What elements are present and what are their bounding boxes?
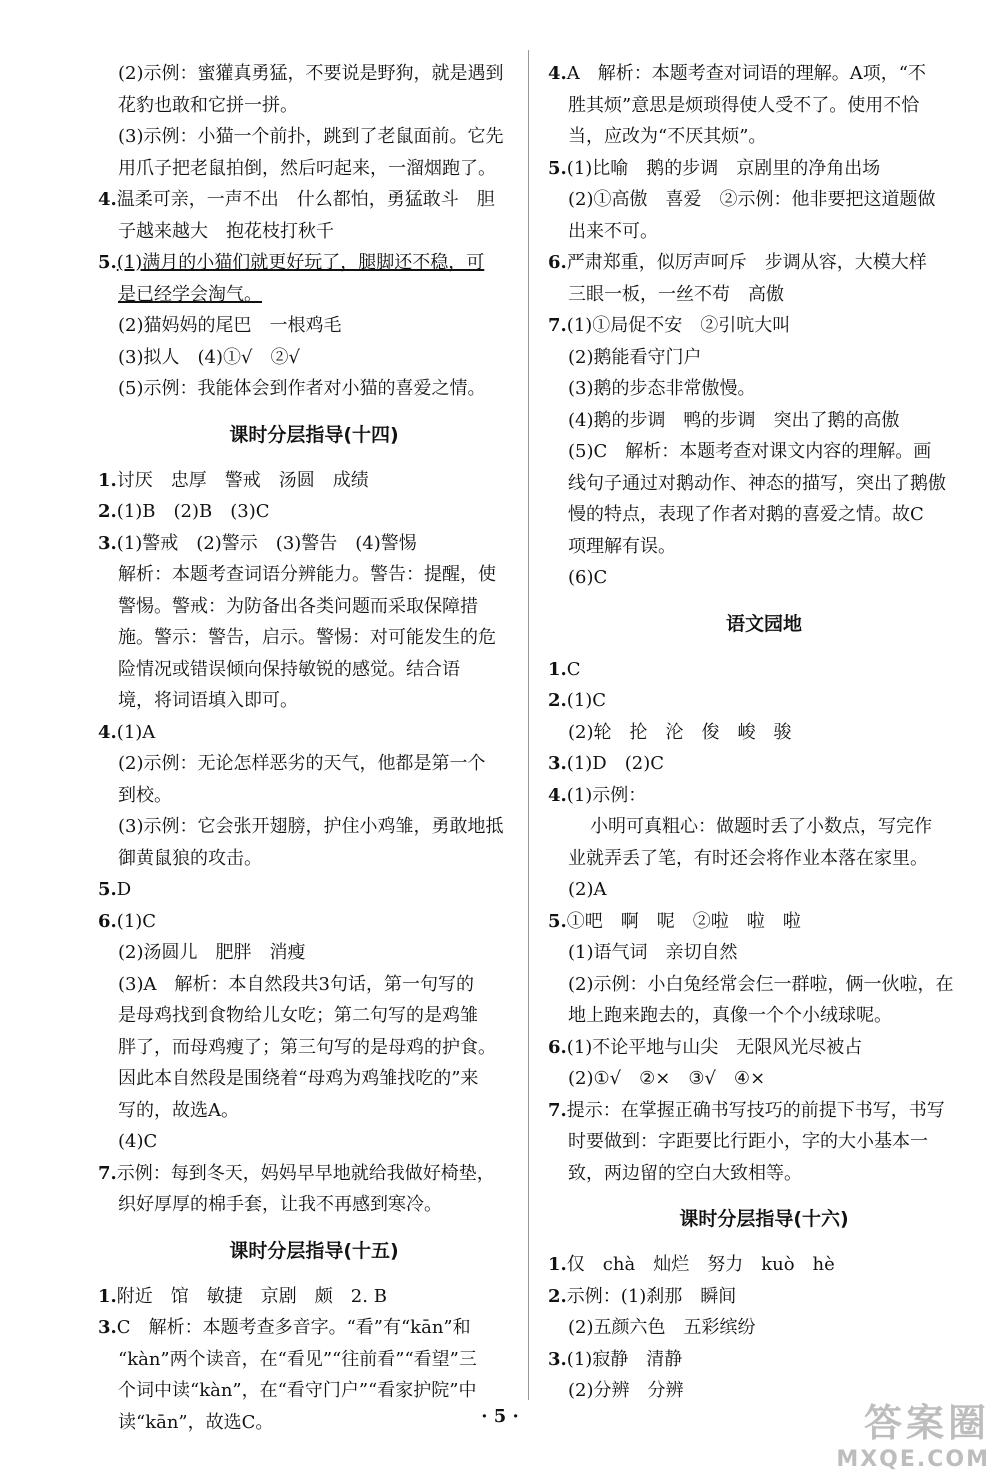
answer-line: [548, 843, 980, 875]
answer-text: “kàn”两个读音，在“看见”“往前看”“看望”三: [118, 1348, 477, 1370]
answer-text: 业就弄丢了笔，有时还会将作业本落在家里。: [568, 847, 928, 869]
answer-line: [548, 90, 980, 122]
answer-line: [98, 465, 530, 497]
answer-line: [98, 90, 530, 122]
answer-text: 到校。: [118, 784, 172, 806]
answer-line: [548, 153, 980, 185]
answer-line: [548, 1249, 980, 1281]
answer-text: (1)比喻 鹅的步调 京剧里的净角出场: [566, 157, 881, 179]
answer-text: 读“kān”，故选C。: [118, 1411, 274, 1433]
answer-line: [98, 1158, 530, 1190]
answer-text: 示例：每到冬天，妈妈早早地就给我做好椅垫，: [116, 1162, 495, 1184]
answer-line: [548, 405, 980, 437]
question-number: 1.: [98, 469, 117, 491]
answer-line: [98, 153, 530, 185]
answer-text: 严肃郑重，似厉声呵斥 步调从容，大模大样: [566, 252, 927, 273]
answer-line: [98, 1126, 530, 1158]
answer-text: (2)鹅能看守门户: [568, 346, 702, 368]
answer-line: [98, 496, 530, 528]
answer-text: (1)寂静 清静: [566, 1348, 683, 1370]
answer-text: 警惕。警戒：为防备出各类问题而采取保障措: [118, 595, 478, 617]
answer-line: [98, 247, 530, 279]
answer-text: (1)①局促不安 ②引吭大叫: [566, 315, 791, 336]
question-number: 3.: [98, 1317, 117, 1338]
answer-line: [98, 717, 530, 749]
question-number: 7.: [98, 1162, 117, 1184]
answer-line: [548, 906, 980, 938]
answer-line: [548, 1344, 980, 1376]
section-heading: 课时分层指导(十四): [229, 423, 399, 446]
answer-text: 慢的特点，表现了作者对鹅的喜爱之情。故C: [568, 504, 924, 525]
answer-line: [548, 1126, 980, 1158]
answer-line: [548, 1095, 980, 1127]
answer-line: [548, 748, 980, 780]
answer-line: [98, 685, 530, 717]
watermark-text: 答案圈: [863, 1401, 990, 1445]
answer-text: ①吧 啊 呢 ②啦 啦 啦: [566, 910, 801, 932]
answer-text: 三眼一板，一丝不苟 高傲: [568, 283, 784, 305]
answer-text: 花豹也敢和它拼一拼。: [118, 94, 298, 116]
answer-text: 时要做到：字距要比行距小，字的大小基本一: [568, 1131, 928, 1152]
answer-line: [98, 121, 530, 153]
answer-text: 小明可真粗心：做题时丢了小数点，写完作: [590, 816, 932, 837]
answer-text: 附近 馆 敏捷 京剧 颇 2. B: [116, 1285, 387, 1307]
answer-text: 个词中读“kàn”，在“看守门户”“看家护院”中: [118, 1380, 477, 1401]
question-number: 4.: [98, 189, 117, 210]
question-number: 7.: [548, 315, 567, 336]
answer-line: [548, 969, 980, 1001]
answer-line: [548, 1281, 980, 1313]
answer-text: 是母鸡找到食物给儿女吃；第二句写的是鸡雏: [118, 1005, 478, 1026]
answer-text: (2)示例：蜜獾真勇猛，不要说是野狗，就是遇到: [118, 63, 504, 84]
answer-text: 境，将词语填入即可。: [118, 690, 298, 711]
answer-line: [548, 121, 980, 153]
answer-text: C: [566, 658, 581, 680]
left-column: [98, 58, 530, 1438]
answer-text: 致，两边留的空白大致相等。: [568, 1162, 802, 1184]
answer-line: [98, 1189, 530, 1221]
question-number: 3.: [98, 532, 117, 554]
question-number: 4.: [548, 784, 567, 806]
answer-text: 险情况或错误倾向保持敏锐的感觉。结合语: [118, 658, 460, 680]
answer-line: [548, 937, 980, 969]
answer-line: [548, 1063, 980, 1095]
answer-line: [98, 279, 530, 311]
answer-text: (3)鹅的步态非常傲慢。: [568, 378, 756, 399]
question-number: 4.: [548, 63, 567, 84]
answer-line: [548, 310, 980, 342]
question-number: 6.: [548, 1036, 567, 1058]
answer-text: (1)B (2)B (3)C: [116, 501, 270, 522]
answer-text: 织好厚厚的棉手套，让我不再感到寒冷。: [118, 1194, 442, 1215]
answer-line: [548, 1158, 980, 1190]
question-number: 5.: [98, 879, 117, 900]
answer-line: [98, 937, 530, 969]
answer-line: [98, 184, 530, 216]
answer-line: [98, 310, 530, 342]
answer-text: (2)①√ ②× ③√ ④×: [568, 1068, 766, 1089]
watermark-url: MXQE.COM: [836, 1447, 990, 1472]
answer-text: 地上跑来跑去的，真像一个个小绒球呢。: [568, 1005, 892, 1026]
page-number: · 5 ·: [481, 1406, 519, 1427]
answer-text: 示例：(1)刹那 瞬间: [566, 1285, 737, 1307]
answer-text: (1)示例：: [566, 784, 647, 806]
answer-text: (1)C: [116, 910, 157, 932]
answer-line: [98, 528, 530, 560]
answer-line: [98, 1375, 530, 1407]
answer-line: [98, 1063, 530, 1095]
answer-text: (1)C: [566, 690, 607, 711]
answer-line: [98, 811, 530, 843]
answer-line: [548, 1000, 980, 1032]
section-heading: 课时分层指导(十六): [679, 1208, 849, 1230]
answer-line: [548, 811, 980, 843]
answer-text: 子越来越大 抱花枝打秋千: [118, 220, 334, 242]
answer-text: (2)猫妈妈的尾巴 一根鸡毛: [118, 315, 342, 336]
answer-text: (4)C: [118, 1131, 158, 1152]
answer-text: (2)汤圆儿 肥胖 消瘦: [118, 942, 306, 963]
answer-text: (1)不论平地与山尖 无限风光尽被占: [566, 1036, 863, 1058]
answer-line: [548, 58, 980, 90]
answer-line: [548, 342, 980, 374]
answer-text: 胜其烦”意思是烦琐得使人受不了。使用不恰: [568, 94, 920, 116]
question-number: 1.: [548, 1254, 567, 1275]
answer-line: [548, 216, 980, 248]
question-number: 2.: [548, 690, 567, 711]
answer-text: C 解析：本题考查多音字。“看”有“kān”和: [116, 1317, 471, 1338]
answer-text: A 解析：本题考查对词语的理解。A项，“不: [566, 63, 926, 84]
answer-text: (2)五颜六色 五彩缤纷: [568, 1317, 756, 1338]
column-divider: [528, 50, 529, 1400]
right-column: [548, 58, 980, 1407]
answer-line: [548, 436, 980, 468]
answer-text: 仅 chà 灿烂 努力 kuò hè: [566, 1254, 835, 1275]
answer-line: [98, 906, 530, 938]
question-number: 2.: [98, 501, 117, 522]
answer-line: [98, 1032, 530, 1064]
answer-line: [548, 685, 980, 717]
answer-line: [98, 654, 530, 686]
answer-text: (2)示例：无论怎样恶劣的天气，他都是第一个: [118, 753, 486, 774]
answer-line: [98, 874, 530, 906]
question-number: 1.: [98, 1285, 117, 1307]
answer-line: [98, 58, 530, 90]
answer-text: 解析：本题考查词语分辨能力。警告：提醒，使: [118, 564, 496, 585]
answer-line: [548, 184, 980, 216]
answer-line: [98, 373, 530, 405]
answer-line: [98, 1095, 530, 1127]
answer-text: D: [116, 879, 132, 900]
answer-text: (5)示例：我能体会到作者对小猫的喜爱之情。: [118, 378, 486, 399]
answer-line: [548, 468, 980, 500]
answer-line: [98, 748, 530, 780]
answer-text: 提示：在掌握正确书写技巧的前提下书写，书写: [566, 1099, 945, 1121]
answer-text: (2)A: [568, 879, 607, 900]
answer-line: [98, 969, 530, 1001]
answer-line: [98, 622, 530, 654]
answer-text: 胖了，而母鸡瘦了；第三句写的是母鸡的护食。: [118, 1036, 496, 1058]
answer-text: (2)①高傲 喜爱 ②示例：他非要把这道题做: [568, 189, 936, 210]
answer-line: [98, 1312, 530, 1344]
answer-text: (1)A: [116, 721, 156, 743]
answer-text: 温柔可亲，一声不出 什么都怕，勇猛敢斗 胆: [116, 189, 495, 210]
answer-line: [548, 562, 980, 594]
answer-line: [548, 247, 980, 279]
answer-line: [98, 1281, 530, 1313]
answer-line: [98, 342, 530, 374]
answer-line: [98, 1000, 530, 1032]
answer-text: (1)满月的小猫们就更好玩了，腿脚还不稳，可: [116, 252, 485, 273]
answer-text: (2)示例：小白兔经常会仨一群啦，俩一伙啦，在: [568, 973, 954, 995]
answer-line: [98, 843, 530, 875]
question-number: 3.: [548, 753, 567, 774]
answer-line: [98, 216, 530, 248]
answer-line: [98, 559, 530, 591]
answer-line: [98, 591, 530, 623]
answer-line: [548, 279, 980, 311]
answer-text: (1)警戒 (2)警示 (3)警告 (4)警惕: [116, 532, 417, 554]
answer-line: [548, 1312, 980, 1344]
watermark-logo: [836, 1392, 990, 1472]
question-number: 4.: [98, 721, 117, 743]
question-number: 7.: [548, 1099, 567, 1121]
answer-line: [548, 780, 980, 812]
answer-text: (3)示例：它会张开翅膀，护住小鸡雏，勇敢地抵: [118, 816, 504, 837]
answer-line: [98, 1344, 530, 1376]
answer-text: (5)C 解析：本题考查对课文内容的理解。画: [568, 441, 932, 462]
question-number: 5.: [98, 252, 117, 273]
question-number: 5.: [548, 157, 567, 179]
answer-text: 御黄鼠狼的攻击。: [118, 847, 262, 869]
question-number: 6.: [548, 252, 567, 273]
answer-text: (2)轮 抡 沦 俊 峻 骏: [568, 721, 792, 743]
answer-text: (1)语气词 亲切自然: [568, 942, 738, 963]
answer-text: 写的，故选A。: [118, 1099, 239, 1121]
answer-text: (1)D (2)C: [566, 753, 664, 774]
answer-line: [548, 874, 980, 906]
answer-text: (3)示例：小猫一个前扑，跳到了老鼠面前。它先: [118, 126, 504, 147]
question-number: 6.: [98, 910, 117, 932]
question-number: 5.: [548, 910, 567, 932]
section-heading: 语文园地: [725, 612, 802, 635]
answer-line: [548, 531, 980, 563]
answer-line: [98, 780, 530, 812]
answer-text: (2)分辨 分辨: [568, 1380, 684, 1401]
answer-text: 施。警示：警告，启示。警惕：对可能发生的危: [118, 627, 496, 648]
answer-text: 项理解有误。: [568, 535, 676, 557]
answer-text: 用爪子把老鼠拍倒，然后叼起来，一溜烟跑了。: [118, 157, 496, 179]
answer-text: 出来不可。: [568, 220, 658, 242]
question-number: 2.: [548, 1285, 567, 1307]
answer-line: [548, 654, 980, 686]
question-number: 1.: [548, 658, 567, 680]
answer-line: [548, 373, 980, 405]
answer-line: [548, 1032, 980, 1064]
answer-text: 因此本自然段是围绕着“母鸡为鸡雏找吃的”来: [118, 1068, 479, 1089]
answer-text: (3)拟人 (4)①√ ②√: [118, 346, 300, 368]
answer-text: 是已经学会淘气。: [118, 283, 262, 305]
section-heading: 课时分层指导(十五): [229, 1239, 399, 1262]
answer-text: (4)鹅的步调 鸭的步调 突出了鹅的高傲: [568, 409, 900, 431]
answer-text: (6)C: [568, 567, 608, 588]
answer-line: [548, 717, 980, 749]
answer-text: 当，应改为“不厌其烦”。: [568, 126, 767, 147]
answer-text: (3)A 解析：本自然段共3句话，第一句写的: [118, 973, 474, 995]
question-number: 3.: [548, 1348, 567, 1370]
answer-line: [548, 499, 980, 531]
answer-text: 讨厌 忠厚 警戒 汤圆 成绩: [116, 469, 369, 491]
answer-text: 线句子通过对鹅动作、神态的描写，突出了鹅傲: [568, 472, 946, 494]
